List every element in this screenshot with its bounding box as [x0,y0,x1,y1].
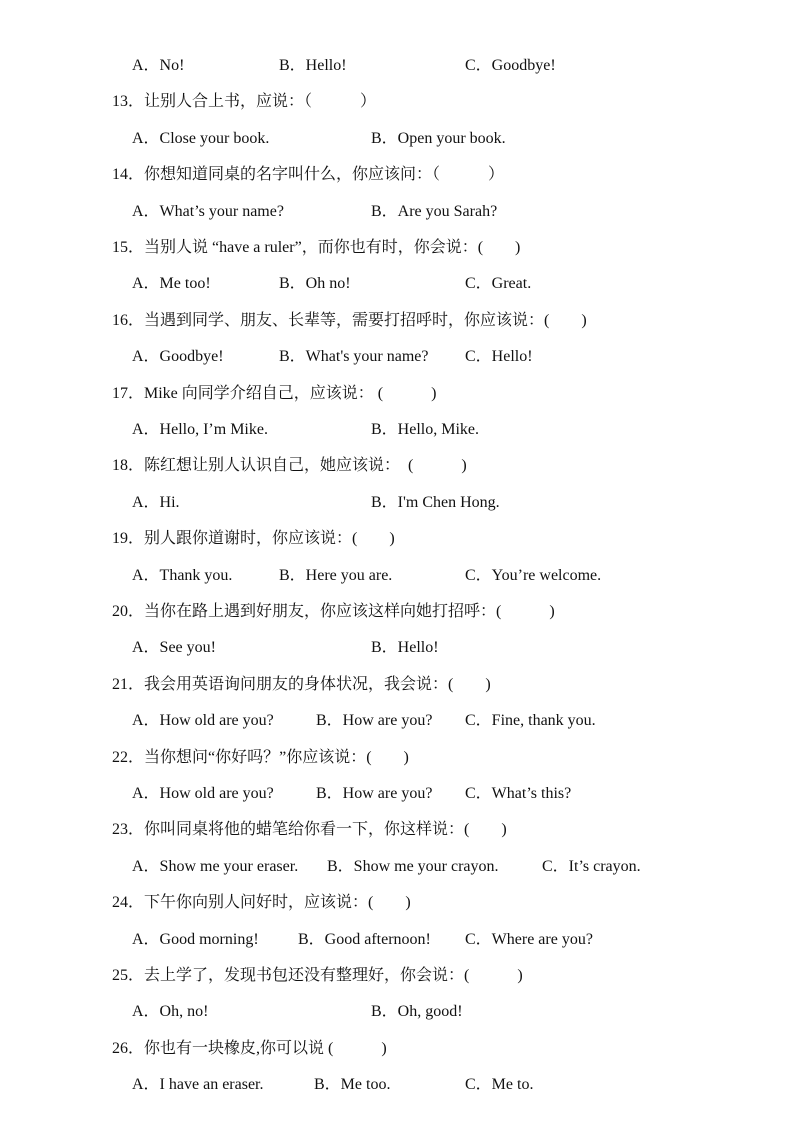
question-text: 22．当你想问“你好吗？”你应该说：( ) [112,749,409,766]
question-text: 23．你叫同桌将他的蜡笔给你看一下，你这样说：( ) [112,821,507,838]
answer-option: C．Fine, thank you. [465,712,596,729]
answer-option: B．How are you? [316,712,433,729]
answer-option: A．Close your book. [132,130,270,147]
answer-option: A．I have an eraser. [132,1076,264,1093]
answer-option: B．What's your name? [279,348,429,365]
answer-option: B．Oh, good! [371,1003,463,1020]
question-text: 25．去上学了，发现书包还没有整理好，你会说：( ) [112,967,523,984]
answer-option: A．How old are you? [132,712,274,729]
question-text: 14．你想知道同桌的名字叫什么，你应该问：（ ） [112,166,505,183]
answer-option: B．Hello! [371,639,439,656]
answer-option: B．Me too. [314,1076,391,1093]
question-text: 20．当你在路上遇到好朋友，你应该这样向她打招呼：( ) [112,603,555,620]
question-text: 24．下午你向别人问好时，应该说：( ) [112,894,411,911]
question-text: 16．当遇到同学、朋友、长辈等，需要打招呼时，你应该说：( ) [112,312,587,329]
answer-option: A．Hi. [132,494,180,511]
answer-option: B．Are you Sarah? [371,203,498,220]
question-text: 26．你也有一块橡皮,你可以说 ( ) [112,1040,387,1057]
answer-option: C．It’s crayon. [542,858,641,875]
answer-option: A．Good morning! [132,931,259,948]
answer-option: A．How old are you? [132,785,274,802]
answer-option: C．Great. [465,275,532,292]
answer-option: C．Goodbye! [465,57,556,74]
answer-option: C．Where are you? [465,931,593,948]
answer-option: A．Oh, no! [132,1003,209,1020]
answer-option: B．Show me your crayon. [327,858,499,875]
answer-option: B．Good afternoon! [298,931,431,948]
answer-option: B．How are you? [316,785,433,802]
answer-option: B．Oh no! [279,275,351,292]
answer-option: C．Hello! [465,348,533,365]
question-text: 13．让别人合上书，应说：（ ） [112,93,377,110]
answer-option: A．Goodbye! [132,348,224,365]
answer-option: A．What’s your name? [132,203,284,220]
answer-option: B．Hello, Mike. [371,421,479,438]
answer-option: C．You’re welcome. [465,567,602,584]
answer-option: A．Show me your eraser. [132,858,299,875]
answer-option: A．Thank you. [132,567,233,584]
question-text: 21．我会用英语询问朋友的身体状况，我会说：( ) [112,676,491,693]
answer-option: A．Me too! [132,275,211,292]
answer-option: B．Hello! [279,57,347,74]
answer-option: A．No! [132,57,185,74]
question-text: 19．别人跟你道谢时，你应该说：( ) [112,530,395,547]
answer-option: C．What’s this? [465,785,572,802]
answer-option: A．See you! [132,639,216,656]
answer-option: C．Me to. [465,1076,534,1093]
question-text: 15．当别人说 “have a ruler”，而你也有时，你会说：( ) [112,239,521,256]
question-text: 18．陈红想让别人认识自己，她应该说： ( ) [112,457,467,474]
question-text: 17．Mike 向同学介绍自己，应该说： ( ) [112,385,437,402]
answer-option: B．Here you are. [279,567,393,584]
answer-option: B．Open your book. [371,130,506,147]
answer-option: B．I'm Chen Hong. [371,494,500,511]
answer-option: A．Hello, I’m Mike. [132,421,268,438]
